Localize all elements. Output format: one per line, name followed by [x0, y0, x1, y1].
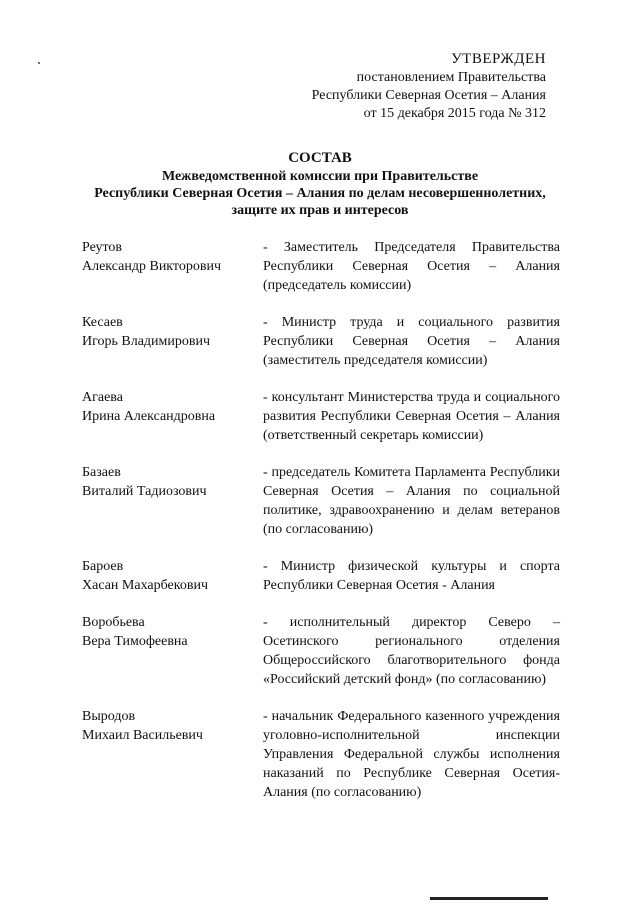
member-surname: Кесаев	[82, 315, 123, 330]
member-name	[82, 313, 263, 370]
member-entry	[82, 238, 560, 295]
member-surname: Бароев	[82, 559, 124, 574]
approved-label: УТВЕРЖДЕН	[451, 51, 546, 67]
member-entry	[82, 463, 560, 539]
member-given-names: Виталий Тадиозович	[82, 484, 207, 499]
approval-stamp-block	[312, 50, 546, 123]
member-given-names: Хасан Махарбекович	[82, 578, 208, 593]
member-name	[82, 707, 263, 802]
subtitle-line-2: Республики Северная Осетия – Алания по делам несовершеннолетних,	[94, 186, 546, 201]
member-name	[82, 388, 263, 445]
member-name	[82, 238, 263, 295]
member-entry	[82, 388, 560, 445]
member-given-names: Александр Викторович	[82, 259, 222, 274]
member-surname: Выродов	[82, 709, 136, 724]
subtitle-line-1: Межведомственной комиссии при Правительстве	[161, 169, 479, 184]
approval-line-3: от 15 декабря 2015 года № 312	[363, 106, 546, 121]
scan-edge-line	[430, 897, 548, 900]
member-entry	[82, 707, 560, 802]
member-surname: Базаев	[82, 465, 121, 480]
document-title-block	[60, 150, 580, 219]
member-role: - Министр труда и социального развития Республики Северная Осетия – Алания (заместитель председателя комиссии)	[263, 315, 560, 368]
member-given-names: Михаил Васильевич	[82, 728, 203, 743]
subtitle-line-3: защите их прав и интересов	[231, 203, 409, 218]
member-role: - Заместитель Председателя Правительства Республики Северная Осетия – Алания (председатель комиссии)	[263, 240, 560, 293]
member-name	[82, 613, 263, 689]
member-surname: Реутов	[82, 240, 123, 255]
member-entry	[82, 613, 560, 689]
approval-line-2: Республики Северная Осетия – Алания	[311, 88, 546, 103]
member-role: - Министр физической культуры и спорта Республики Северная Осетия - Алания	[263, 559, 560, 593]
member-entry	[82, 557, 560, 595]
member-given-names: Вера Тимофеевна	[82, 634, 188, 649]
member-given-names: Ирина Александровна	[82, 409, 216, 424]
member-surname: Воробьева	[82, 615, 145, 630]
member-role: - исполнительный директор Северо – Осетинского регионального отделения Общероссийского благотворительного фонда «Российский детский фонд» (по согласованию)	[263, 615, 560, 687]
member-given-names: Игорь Владимирович	[82, 334, 211, 349]
members-list	[82, 238, 560, 820]
scan-speck	[38, 62, 40, 64]
member-role: - консультант Министерства труда и социального развития Республики Северная Осетия – Алания (ответственный секретарь комиссии)	[263, 390, 560, 443]
member-name	[82, 557, 263, 595]
approval-line-1: постановлением Правительства	[356, 70, 546, 85]
member-role: - начальник Федерального казенного учреждения уголовно-исполнительной инспекции Управления Федеральной службы исполнения наказаний по Республике Северная Осетия-Алания (по согласованию)	[263, 709, 560, 800]
member-surname: Агаева	[82, 390, 123, 405]
member-role: - председатель Комитета Парламента Республики Северная Осетия – Алания по социальной политике, здравоохранению и делам ветеранов (по согласованию)	[263, 465, 560, 537]
document-title: СОСТАВ	[288, 150, 352, 166]
member-name	[82, 463, 263, 539]
member-entry	[82, 313, 560, 370]
